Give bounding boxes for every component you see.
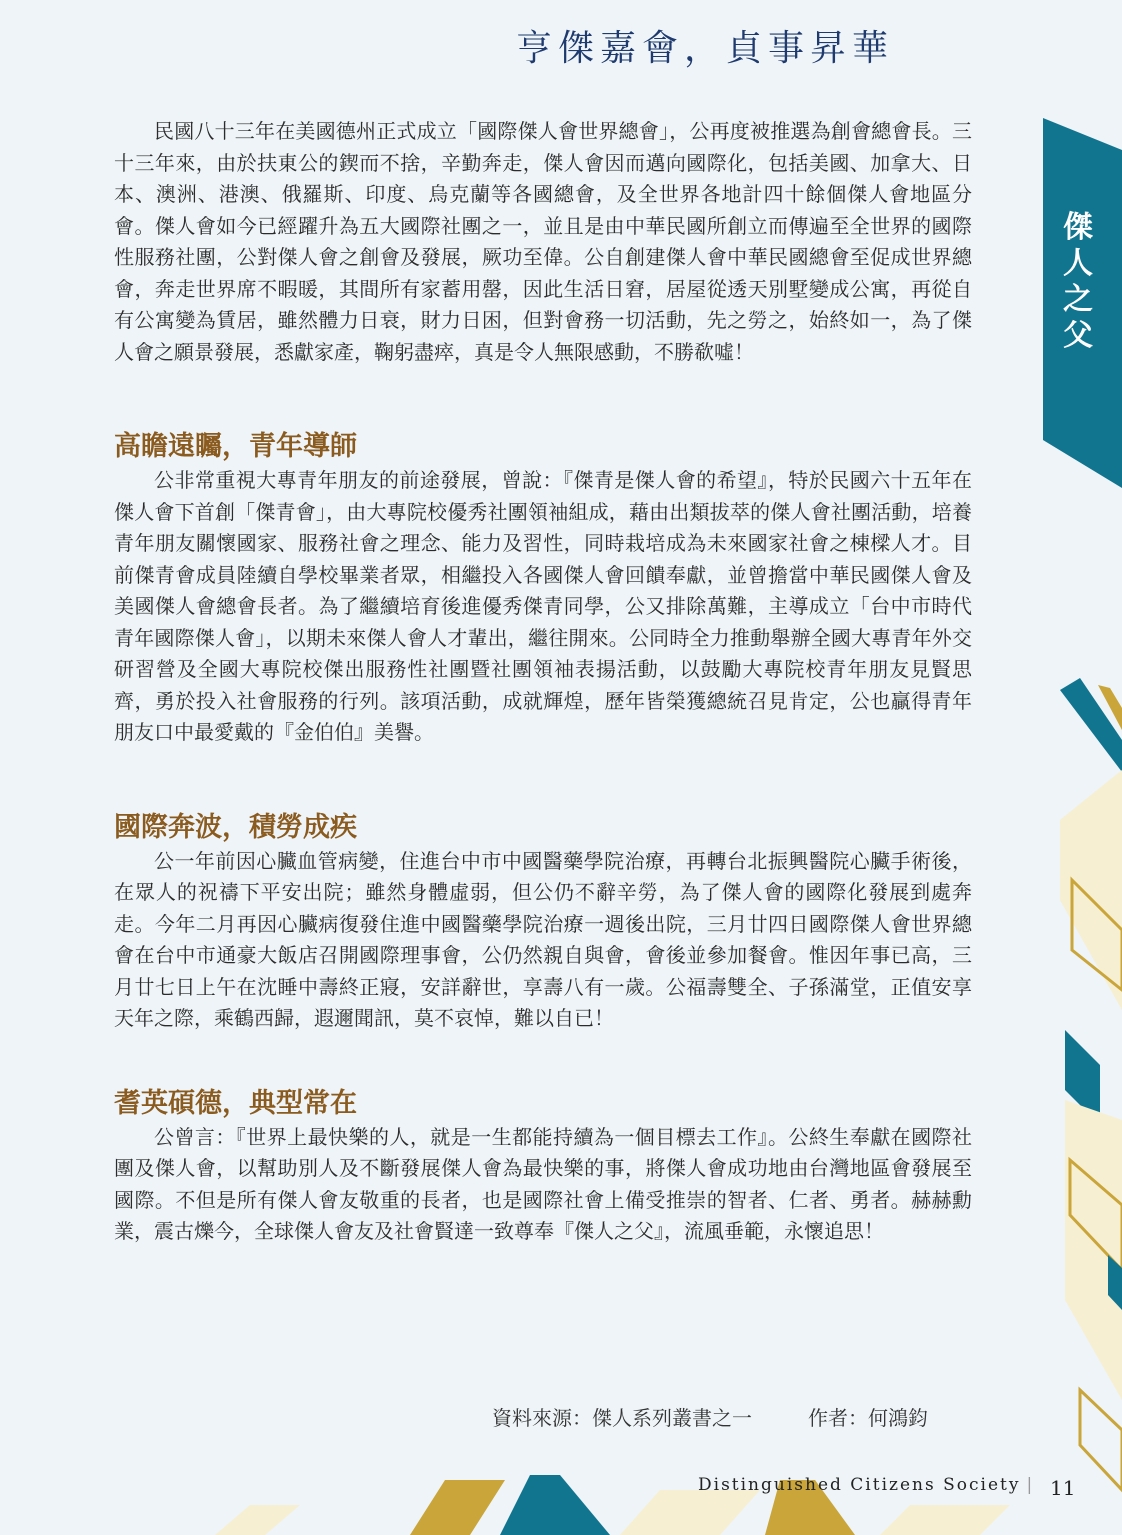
footer-separator: |	[1026, 1475, 1035, 1495]
bottom-cream-3	[880, 1505, 1010, 1535]
side-tab-char: 之	[1063, 282, 1093, 317]
footer-society-name	[698, 1475, 1040, 1495]
source-label: 資料來源：傑人系列叢書之一	[492, 1406, 752, 1430]
intro-paragraph: 民國八十三年在美國德州正式成立「國際傑人會世界總會」，公再度被推選為創會總會長。三十三年來，由於扶東公的鍥而不捨，辛勤奔走，傑人會因而邁向國際化，包括美國、加拿大、日本、澳洲、港澳、俄羅斯、印度、烏克蘭等各國總會，及全世界各地計四十餘個傑人會地區分會。傑人會如今已經躍升為五大國際社團之一，並且是由中華民國所創立而傳遍至全世界的國際性服務社團，公對傑人會之創會及發展，厥功至偉。公自創建傑人會中華民國總會至促成世界總會，奔走世界席不暇暖，其間所有家蓄用罄，因此生活日窘，居屋從透天別墅變成公寓，再從自有公寓變為賃居，雖然體力日衰，財力日困，但對會務一切活動，先之勞之，始終如一，為了傑人會之願景發展，悉獻家產，鞠躬盡瘁，真是令人無限感動，不勝欷噓！	[114, 119, 972, 364]
teal-stripe	[1060, 678, 1122, 772]
author-label: 作者：何鴻鈞	[808, 1406, 928, 1430]
bottom-teal	[500, 1475, 610, 1535]
section-paragraph: 公一年前因心臟血管病變，住進台中市中國醫藥學院治療，再轉台北振興醫院心臟手術後，在眾人的祝禱下平安出院；雖然身體虛弱，但公仍不辭辛勞，為了傑人會的國際化發展到處奔走。今年二月再因心臟病復發住進中國醫藥學院治療一週後出院，三月廿四日國際傑人會世界總會在台中市通豪大飯店召開國際理事會，公仍然親自與會，會後並參加餐會。惟因年事已高，三月廿七日上午在沈睡中壽終正寢，安詳辭世，享壽八有一歲。公福壽雙全、子孫滿堂，正值安享天年之際，乘鶴西歸，遐邇聞訊，莫不哀悼，難以自已！	[114, 848, 972, 1030]
side-tab-char: 人	[1063, 246, 1093, 281]
side-tab-char: 父	[1063, 318, 1093, 353]
side-tab-char: 傑	[1063, 210, 1093, 245]
bottom-gold	[410, 1480, 505, 1535]
source-credit	[492, 1402, 928, 1431]
section-paragraph: 公曾言：『世界上最快樂的人，就是一生都能持續為一個目標去工作』。公終生奉獻在國際社團及傑人會，以幫助別人及不斷發展傑人會為最快樂的事，將傑人會成功地由台灣地區會發展至國際。不但是所有傑人會友敬重的長者，也是國際社會上備受推崇的智者、仁者、勇者。赫赫勳業，震古爍今，全球傑人會友及社會賢達一致尊奉『傑人之父』，流風垂範，永懷追思！	[114, 1124, 972, 1243]
cream-band	[1060, 770, 1122, 1010]
bottom-cream	[215, 1505, 300, 1535]
section-heading: 耆英碩德，典型常在	[114, 1087, 357, 1119]
page-number: 11	[1050, 1476, 1076, 1500]
side-tab-label	[1048, 210, 1108, 354]
page-title: 亨傑嘉會，貞事昇華	[516, 28, 895, 69]
cream-band-2	[1065, 1100, 1122, 1400]
section-heading: 高瞻遠矚，青年導師	[114, 431, 357, 462]
section-heading: 國際奔波，積勞成疾	[114, 811, 357, 843]
bottom-cream-2	[620, 1490, 760, 1535]
footer-text: Distinguished Citizens Society	[698, 1475, 1021, 1495]
section-paragraph: 公非常重視大專青年朋友的前途發展，曾說：『傑青是傑人會的希望』，特於民國六十五年在傑人會下首創「傑青會」，由大專院校優秀社團領袖組成，藉由出類拔萃的傑人會社團活動，培養青年朋友關懷國家、服務社會之理念、能力及習性，同時栽培成為未來國家社會之棟樑人才。目前傑青會成員陸續自學校畢業者眾，相繼投入各國傑人會回饋奉獻，並曾擔當中華民國傑人會及美國傑人會總會長者。為了繼續培育後進優秀傑青同學，公又排除萬難，主導成立「台中市時代青年國際傑人會」，以期未來傑人會人才輩出，繼往開來。公同時全力推動舉辦全國大專青年外交研習營及全國大專院校傑出服務性社團暨社團領袖表揚活動，以鼓勵大專院校青年朋友見賢思齊，勇於投入社會服務的行列。該項活動，成就輝煌，歷年皆榮獲總統召見肯定，公也贏得青年朋友口中最愛戴的『金伯伯』美譽。	[114, 468, 972, 744]
article-body	[114, 116, 972, 1248]
gold-outline-3	[1080, 1390, 1122, 1490]
